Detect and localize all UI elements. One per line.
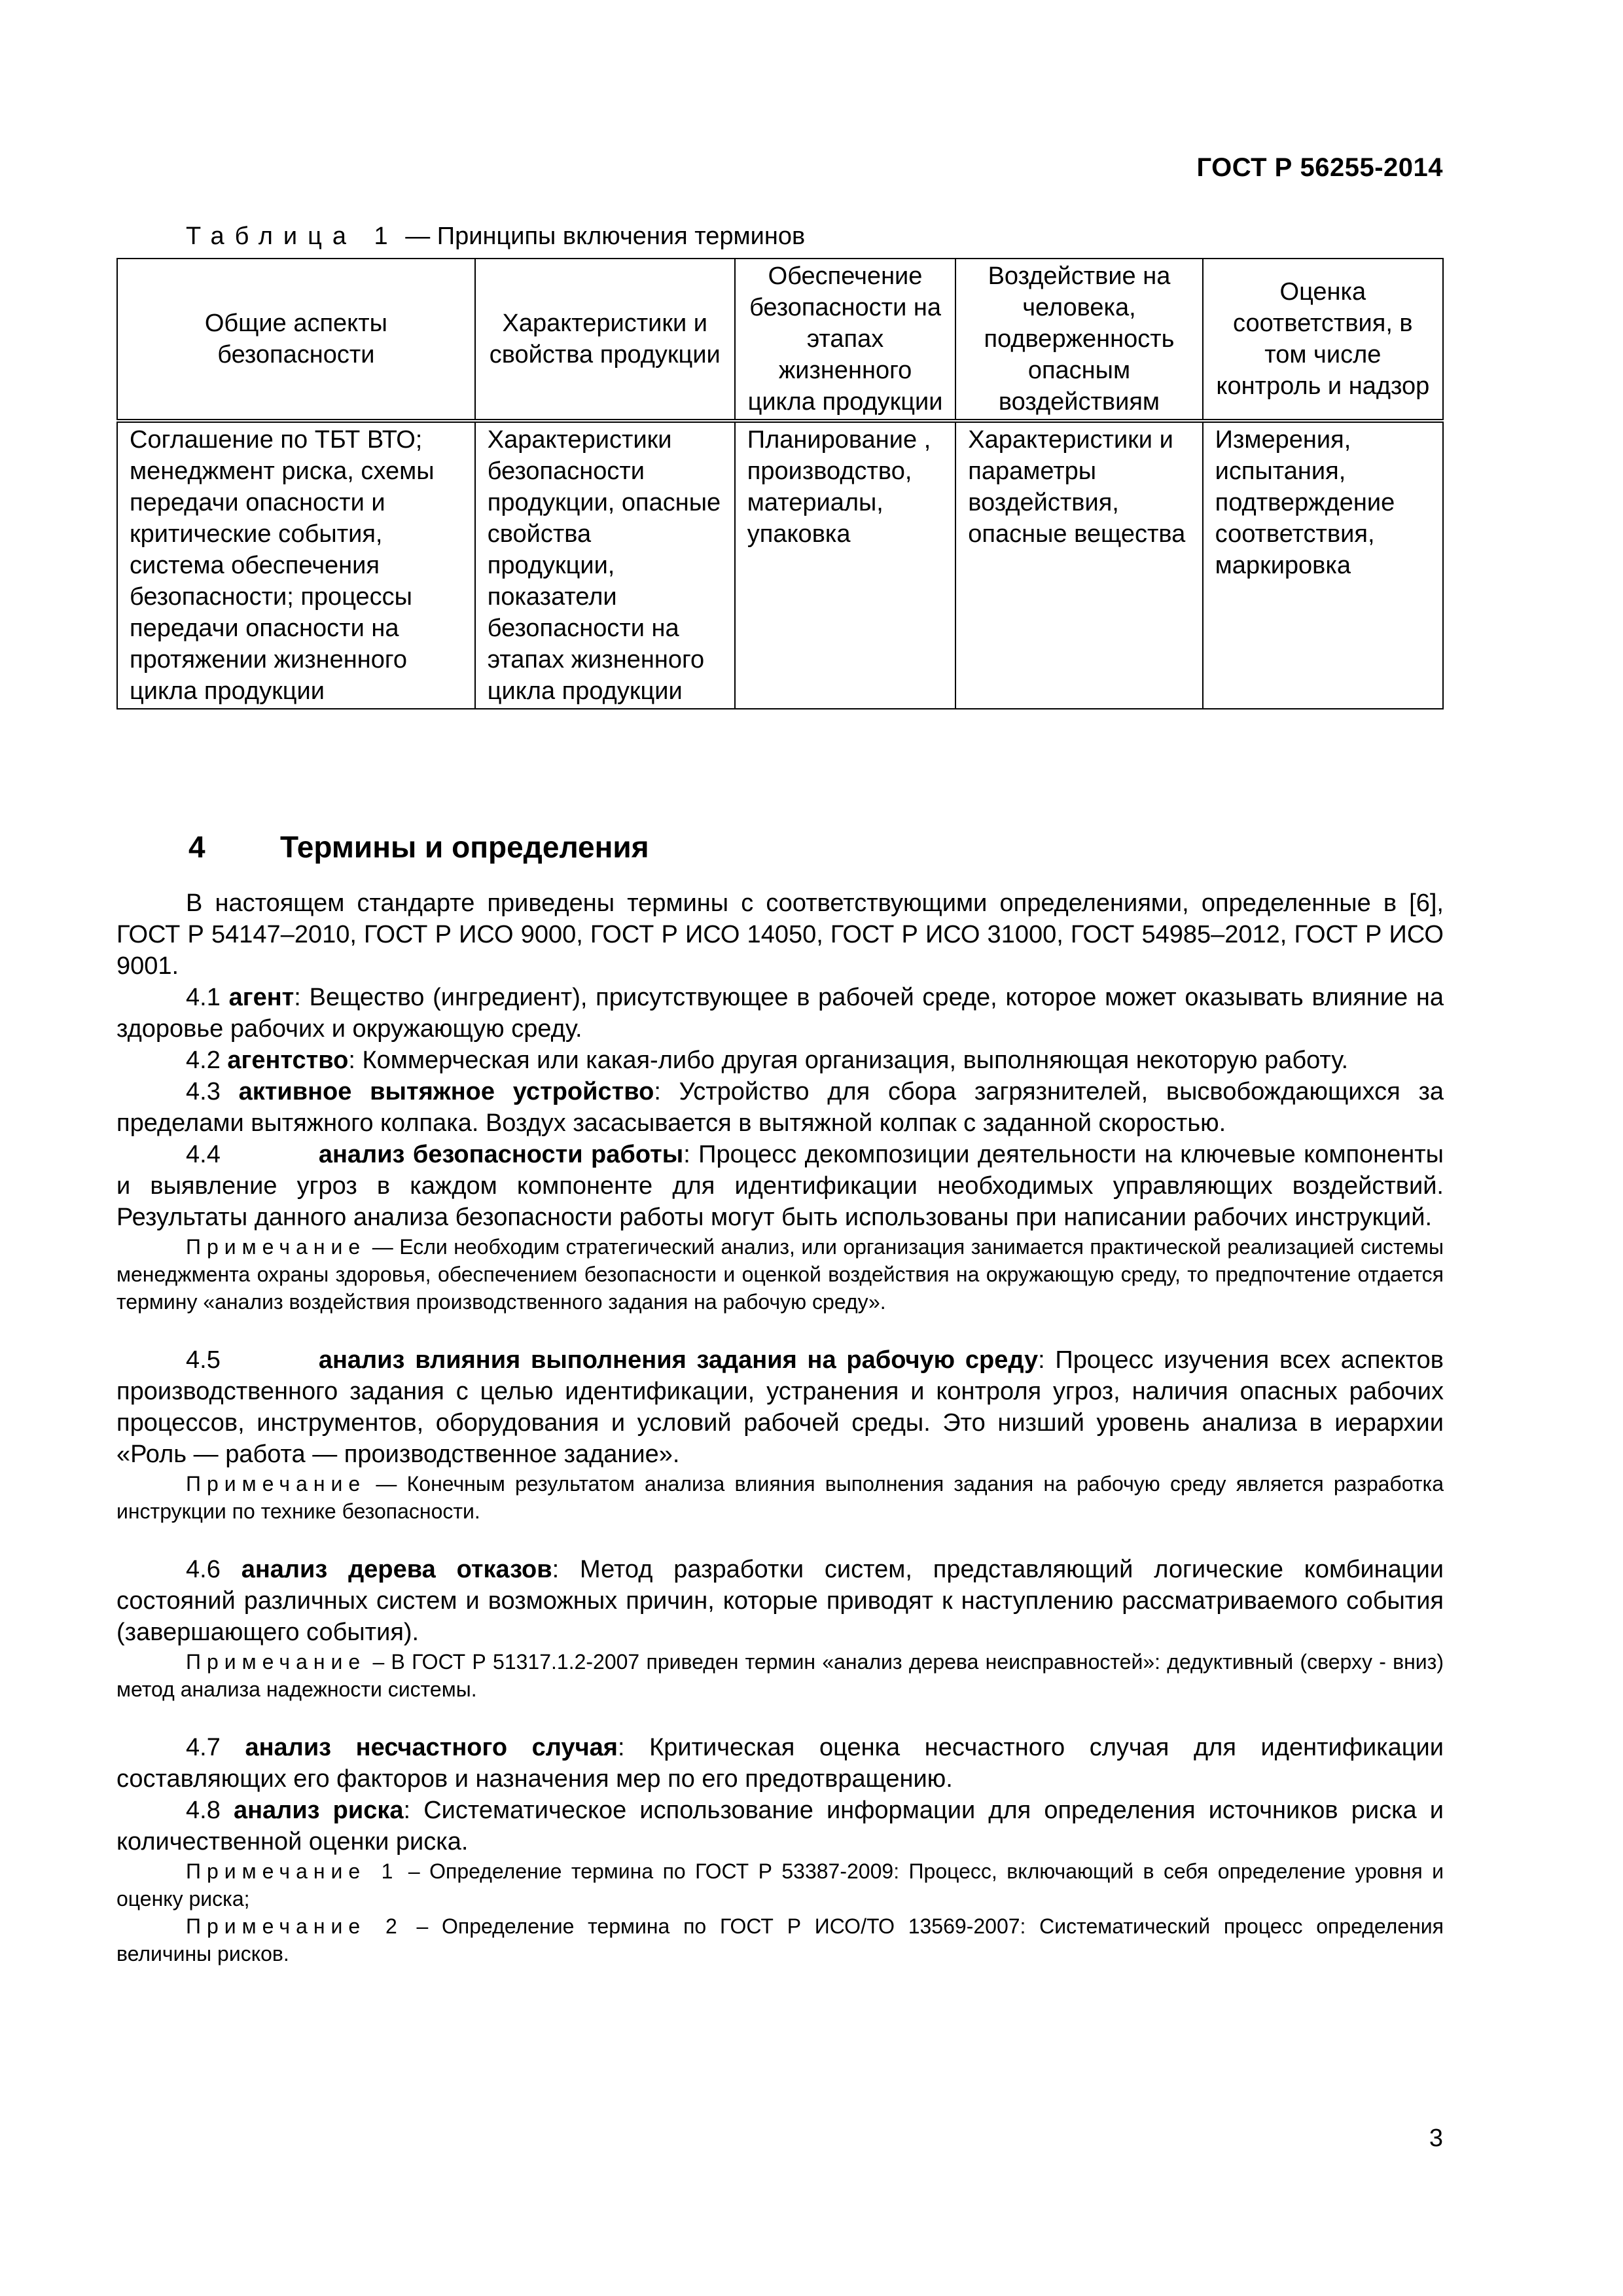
term-4-5: 4.5 анализ влияния выполнения задания на рабочую среду: Процесс изучения всех аспектов производственного задания с целью идентификации, устранения и контроля угроз, наличия опасных рабочих процессов, инструментов, оборудования и условий рабочей среды. Это низший уровень анализа в иерархии «Роль — работа — производственное задание». [116, 1346, 1444, 1468]
term-4-4: 4.4 анализ безопасности работы: Процесс декомпозиции деятельности на ключевые компоненты и выявление угроз в каждом компоненте для идентификации необходимых управляющих воздействий. Результаты данного анализа безопасности работы могут быть использованы при написании рабочих инструкций. [116, 1141, 1444, 1231]
table-header-cell: Воздействие на человека, подверженность опасным воздействиям [955, 259, 1202, 421]
page-number: 3 [1429, 2125, 1443, 2152]
standard-code: ГОСТ Р 56255-2014 [1196, 153, 1443, 182]
term-4-1: 4.1 агент: Вещество (ингредиент), присутствующее в рабочей среде, которое может оказывать влияние на здоровье рабочих и окружающую среду. [116, 984, 1444, 1043]
term-4-6: 4.6 анализ дерева отказов: Метод разработки систем, представляющий логические комбинации состояний различных систем и возможных причин, которые приводят к наступлению рассматриваемого события (завершающего события). [116, 1556, 1444, 1646]
table-caption [186, 223, 805, 251]
term-name: анализ риска [233, 1797, 404, 1824]
table-row [117, 421, 1443, 709]
table-caption-text: — Принципы включения терминов [398, 223, 806, 250]
term-4-7: 4.7 анализ несчастного случая: Критическая оценка несчастного случая для идентификации составляющих его факторов и назначения мер по его предотвращению. [116, 1734, 1444, 1793]
table-caption-label: Таблица 1 [186, 223, 399, 250]
term-name: анализ дерева отказов [241, 1556, 552, 1583]
section-intro: В настоящем стандарте приведены термины с соответствующими определениями, определенные в [6], ГОСТ Р 54147–2010, ГОСТ Р ИСО 9000, ГОСТ Р ИСО 14050, ГОСТ Р ИСО 31000, ГОСТ 54985–2012, ГОСТ Р ИСО 9001. [116, 889, 1444, 980]
table-header-cell: Общие аспекты безопасности [117, 259, 475, 421]
term-note: Примечание – В ГОСТ Р 51317.1.2-2007 приведен термин «анализ дерева неисправностей»: дедуктивный (сверху - вниз) метод анализа надежности системы. [116, 1650, 1444, 1701]
section-heading [116, 831, 1444, 863]
table-header-cell: Оценка соответствия, в том числе контроль и надзор [1203, 259, 1443, 421]
table-header-cell: Обеспечение безопасности на этапах жизненного цикла продукции [735, 259, 955, 421]
term-name: агентство [227, 1047, 349, 1074]
table-cell: Характеристики и параметры воздействия, опасные вещества [955, 421, 1202, 709]
term-name: анализ безопасности работы [318, 1141, 684, 1168]
term-name: анализ несчастного случая [245, 1734, 618, 1761]
term-note: Примечание 1 – Определение термина по ГОСТ Р 53387-2009: Процесс, включающий в себя определение уровня и оценку риска; [116, 1859, 1444, 1910]
section-content [116, 831, 1444, 1967]
term-4-8: 4.8 анализ риска: Систематическое использование информации для определения источников риска и количественной оценки риска. [116, 1797, 1444, 1856]
table-header-row [117, 259, 1443, 421]
table-cell: Соглашение по ТБТ ВТО; менеджмент риска, схемы передачи опасности и критические события, система обеспечения безопасности; процессы передачи опасности на протяжении жизненного цикла продукции [117, 421, 475, 709]
principles-table [116, 258, 1444, 709]
section-title: Термины и определения [280, 830, 649, 864]
term-4-2: 4.2 агентство: Коммерческая или какая-либо другая организация, выполняющая некоторую работу. [186, 1047, 1349, 1074]
section-number: 4 [188, 830, 205, 864]
term-name: агент [228, 984, 294, 1011]
table-cell: Измерения, испытания, подтверждение соответствия, маркировка [1203, 421, 1443, 709]
term-note: Примечание — Если необходим стратегический анализ, или организация занимается практической реализацией системы менеджмента охраны здоровья, обеспечением безопасности и оценкой воздействия на окружающую среду, то предпочтение отдается термину «анализ воздействия производственного задания на рабочую среду». [116, 1235, 1444, 1314]
term-note: Примечание 2 – Определение термина по ГОСТ Р ИСО/ТО 13569-2007: Систематический процесс определения величины рисков. [116, 1914, 1444, 1965]
term-note: Примечание — Конечным результатом анализа влияния выполнения задания на рабочую среду является разработка инструкции по технике безопасности. [116, 1472, 1444, 1523]
table-cell: Планирование , производство, материалы, упаковка [735, 421, 955, 709]
term-name: активное вытяжное устройство [238, 1078, 654, 1105]
table-header-cell: Характеристики и свойства продукции [475, 259, 735, 421]
table-cell: Характеристики безопасности продукции, опасные свойства продукции, показатели безопасности на этапах жизненного цикла продукции [475, 421, 735, 709]
term-name: анализ влияния выполнения задания на рабочую среду [318, 1346, 1039, 1374]
term-4-3: 4.3 активное вытяжное устройство: Устройство для сбора загрязнителей, высвобождающихся за пределами вытяжного колпака. Воздух засасывается в вытяжной колпак с заданной скоростью. [116, 1078, 1444, 1137]
